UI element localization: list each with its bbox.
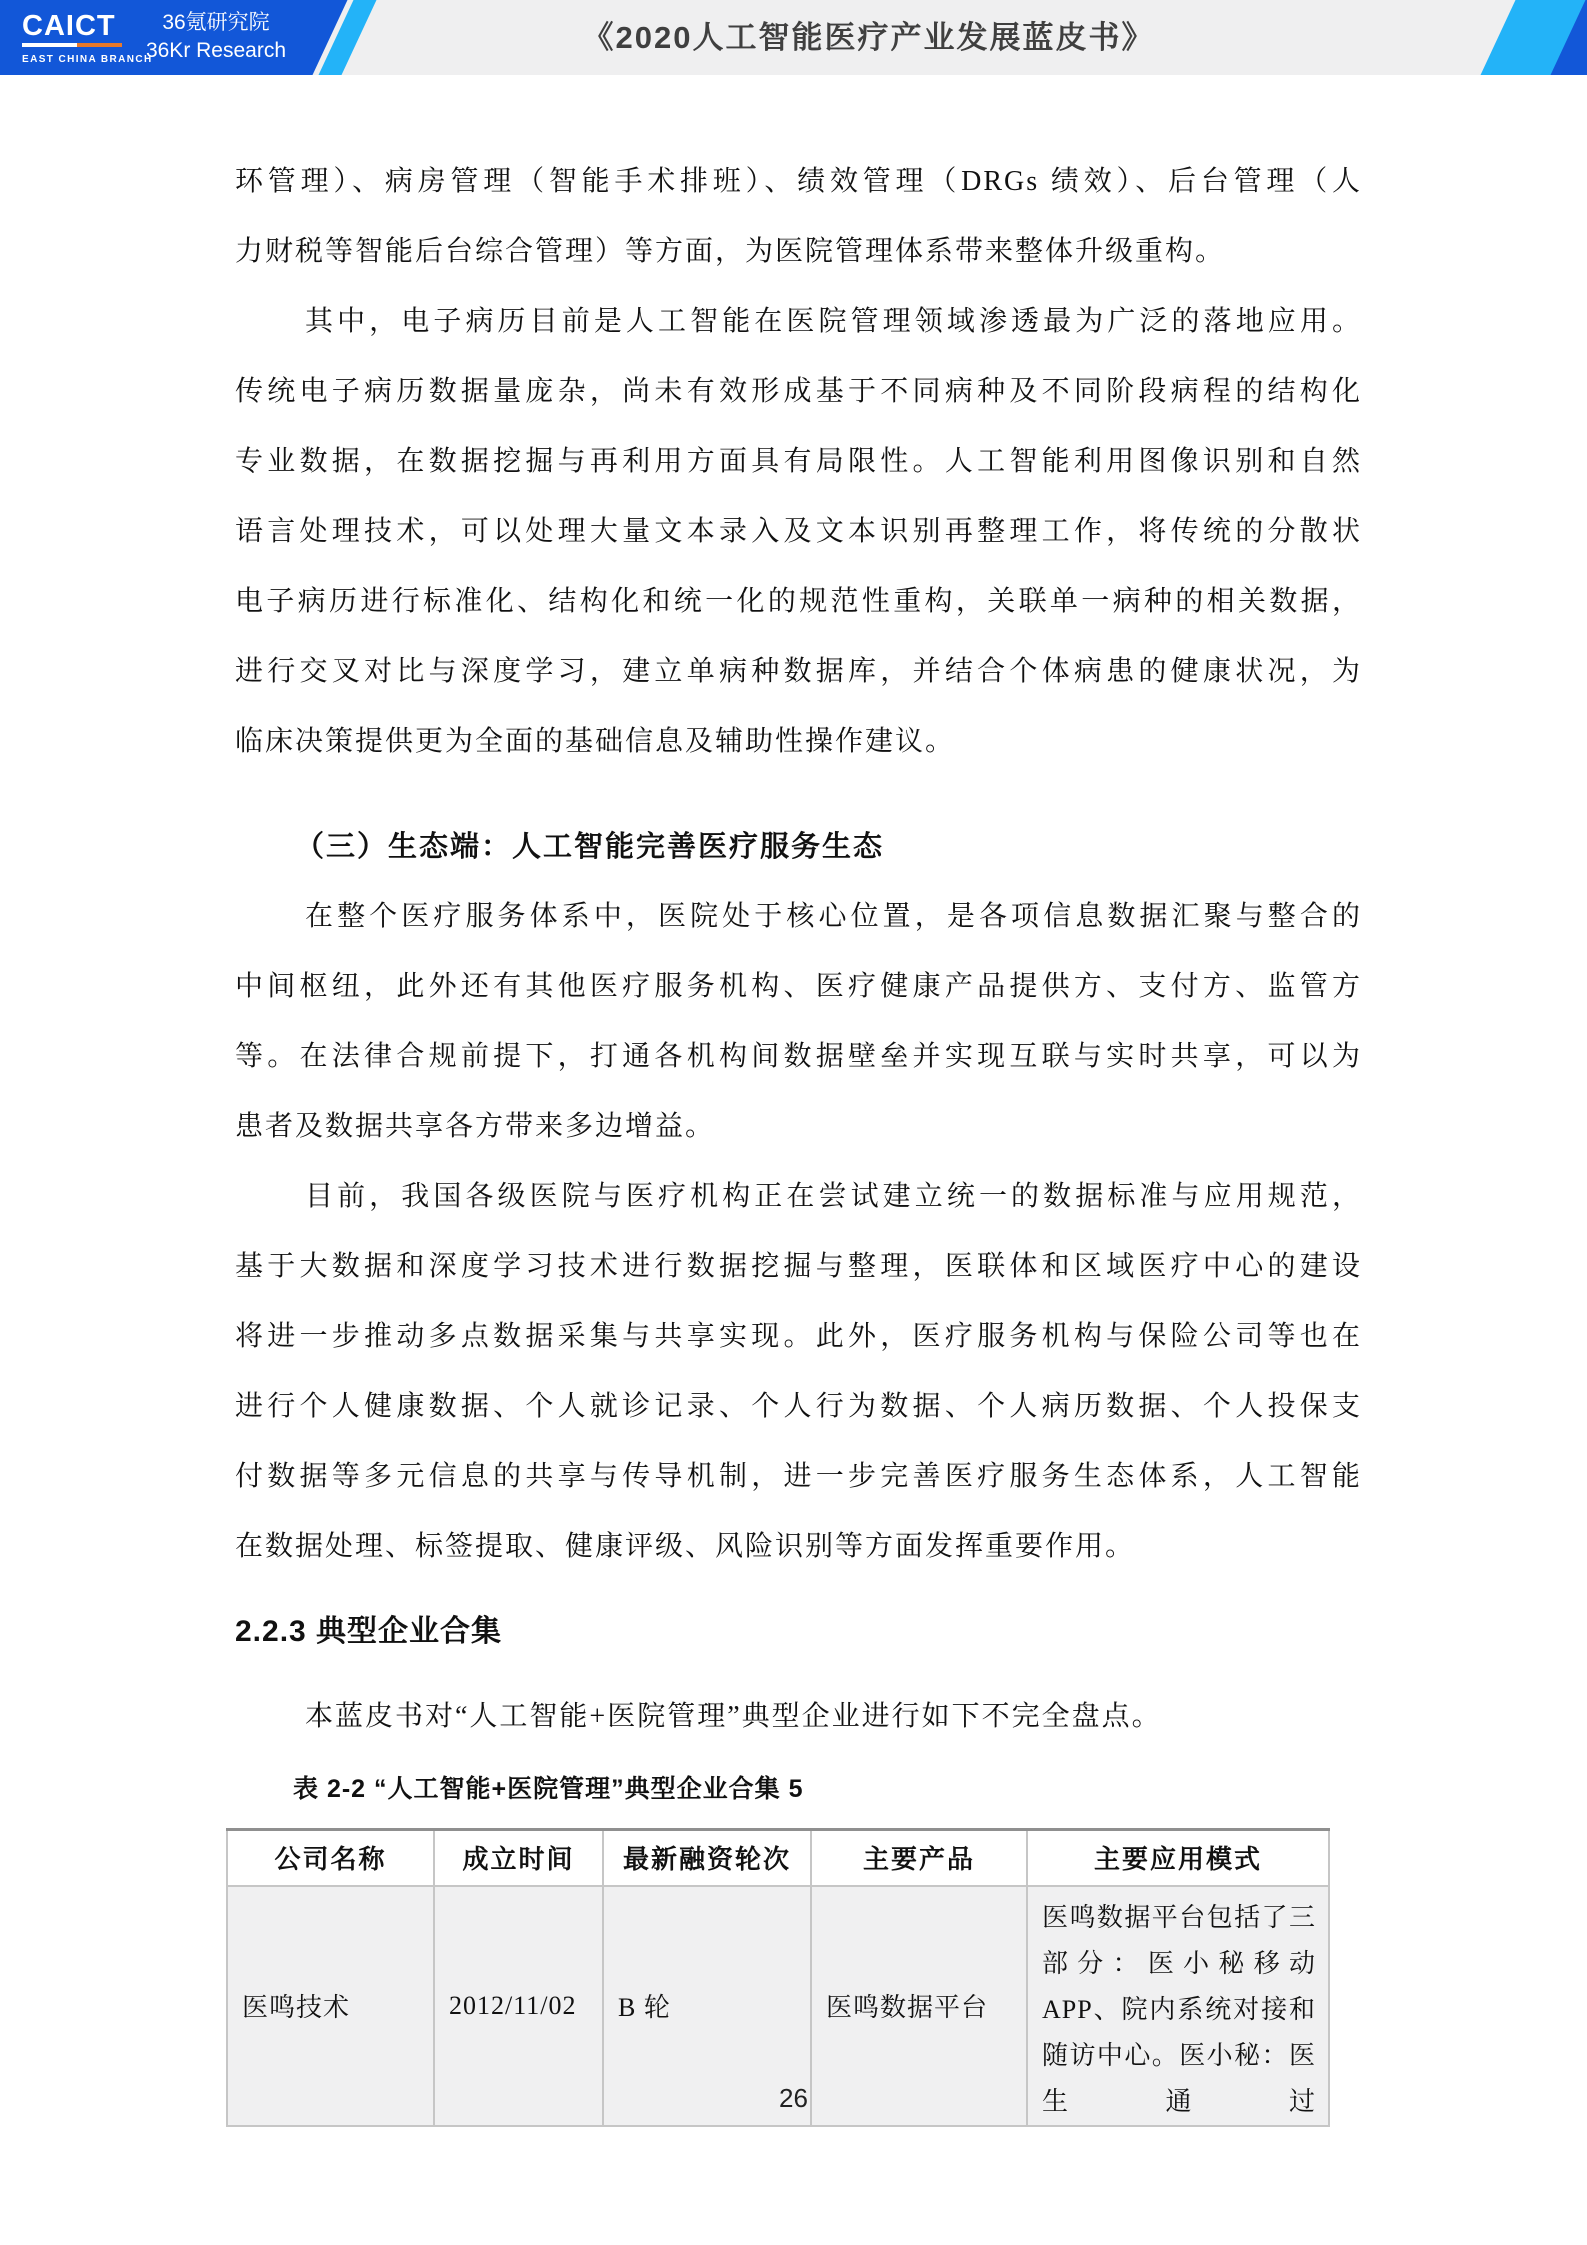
- section-heading: 2.2.3 典型企业合集: [235, 1615, 503, 1648]
- body-line: 环管理）、病房管理（智能手术排班）、绩效管理（DRGs 绩效）、后台管理（人: [235, 166, 1362, 197]
- companies-table: [226, 1828, 1330, 2127]
- body-line: 力财税等智能后台综合管理）等方面，为医院管理体系带来整体升级重构。: [235, 236, 1226, 267]
- intro-paragraph: 本蓝皮书对“人工智能+医院管理”典型企业进行如下不完全盘点。: [305, 1701, 1162, 1732]
- column-header-application: 主要应用模式: [1027, 1830, 1329, 1886]
- cell-funding: B 轮: [603, 1886, 811, 2126]
- body-line: 在整个医疗服务体系中，医院处于核心位置，是各项信息数据汇聚与整合的: [305, 901, 1362, 932]
- body-line: 电子病历进行标准化、结构化和统一化的规范性重构，关联单一病种的相关数据，: [235, 586, 1362, 617]
- body-line: 在数据处理、标签提取、健康评级、风险识别等方面发挥重要作用。: [235, 1531, 1136, 1562]
- table-header-row: [227, 1830, 1329, 1886]
- caict-branch-label: EAST CHINA BRANCH: [22, 54, 153, 65]
- body-line: 患者及数据共享各方带来多边增益。: [235, 1111, 716, 1142]
- cell-application-mode: 医鸣数据平台包括了三部分：医小秘移动 APP、院内系统对接和随访中心。医小秘：医生通过: [1027, 1886, 1329, 2126]
- body-line: 临床决策提供更为全面的基础信息及辅助性操作建议。: [235, 726, 956, 757]
- page-header: [0, 0, 1587, 75]
- document-title: 《2020人工智能医疗产业发展蓝皮书》: [582, 20, 1155, 55]
- body-line: 专业数据，在数据挖掘与再利用方面具有局限性。人工智能利用图像识别和自然: [235, 446, 1362, 477]
- column-header-founded: 成立时间: [434, 1830, 603, 1886]
- page-number: 26: [779, 2083, 808, 2113]
- body-line: 进行个人健康数据、个人就诊记录、个人行为数据、个人病历数据、个人投保支: [235, 1391, 1362, 1422]
- body-line: 基于大数据和深度学习技术进行数据挖掘与整理，医联体和区域医疗中心的建设: [235, 1251, 1362, 1282]
- body-line: 将进一步推动多点数据采集与共享实现。此外，医疗服务机构与保险公司等也在: [235, 1321, 1362, 1352]
- body-line: 等。在法律合规前提下，打通各机构间数据壁垒并实现互联与实时共享，可以为: [235, 1041, 1362, 1072]
- caict-logo-text: CAICT: [22, 10, 116, 42]
- page-content: [235, 147, 1362, 2127]
- subsection-heading: （三）生态端：人工智能完善医疗服务生态: [295, 831, 885, 863]
- column-header-funding: 最新融资轮次: [603, 1830, 811, 1886]
- cell-product: 医鸣数据平台: [811, 1886, 1027, 2126]
- table-caption: 表 2-2 “人工智能+医院管理”典型企业合集 5: [293, 1775, 804, 1803]
- cell-company: 医鸣技术: [227, 1886, 434, 2126]
- body-line: 语言处理技术，可以处理大量文本录入及文本识别再整理工作，将传统的分散状: [235, 516, 1362, 547]
- column-header-company: 公司名称: [227, 1830, 434, 1886]
- body-line: 中间枢纽，此外还有其他医疗服务机构、医疗健康产品提供方、支付方、监管方: [235, 971, 1362, 1002]
- body-line: 进行交叉对比与深度学习，建立单病种数据库，并结合个体病患的健康状况，为: [235, 656, 1362, 687]
- body-line: 付数据等多元信息的共享与传导机制，进一步完善医疗服务生态体系，人工智能: [235, 1461, 1362, 1492]
- body-line: 传统电子病历数据量庞杂，尚未有效形成基于不同病种及不同阶段病程的结构化: [235, 376, 1362, 407]
- column-header-product: 主要产品: [811, 1830, 1027, 1886]
- body-line: 目前，我国各级医院与医疗机构正在尝试建立统一的数据标准与应用规范，: [305, 1181, 1362, 1212]
- org-name-en: 36Kr Research: [145, 39, 287, 62]
- org-name-cn: 36氪研究院: [162, 11, 270, 34]
- body-line: 其中，电子病历目前是人工智能在医院管理领域渗透最为广泛的落地应用。: [305, 306, 1362, 337]
- cell-founded: 2012/11/02: [434, 1886, 603, 2126]
